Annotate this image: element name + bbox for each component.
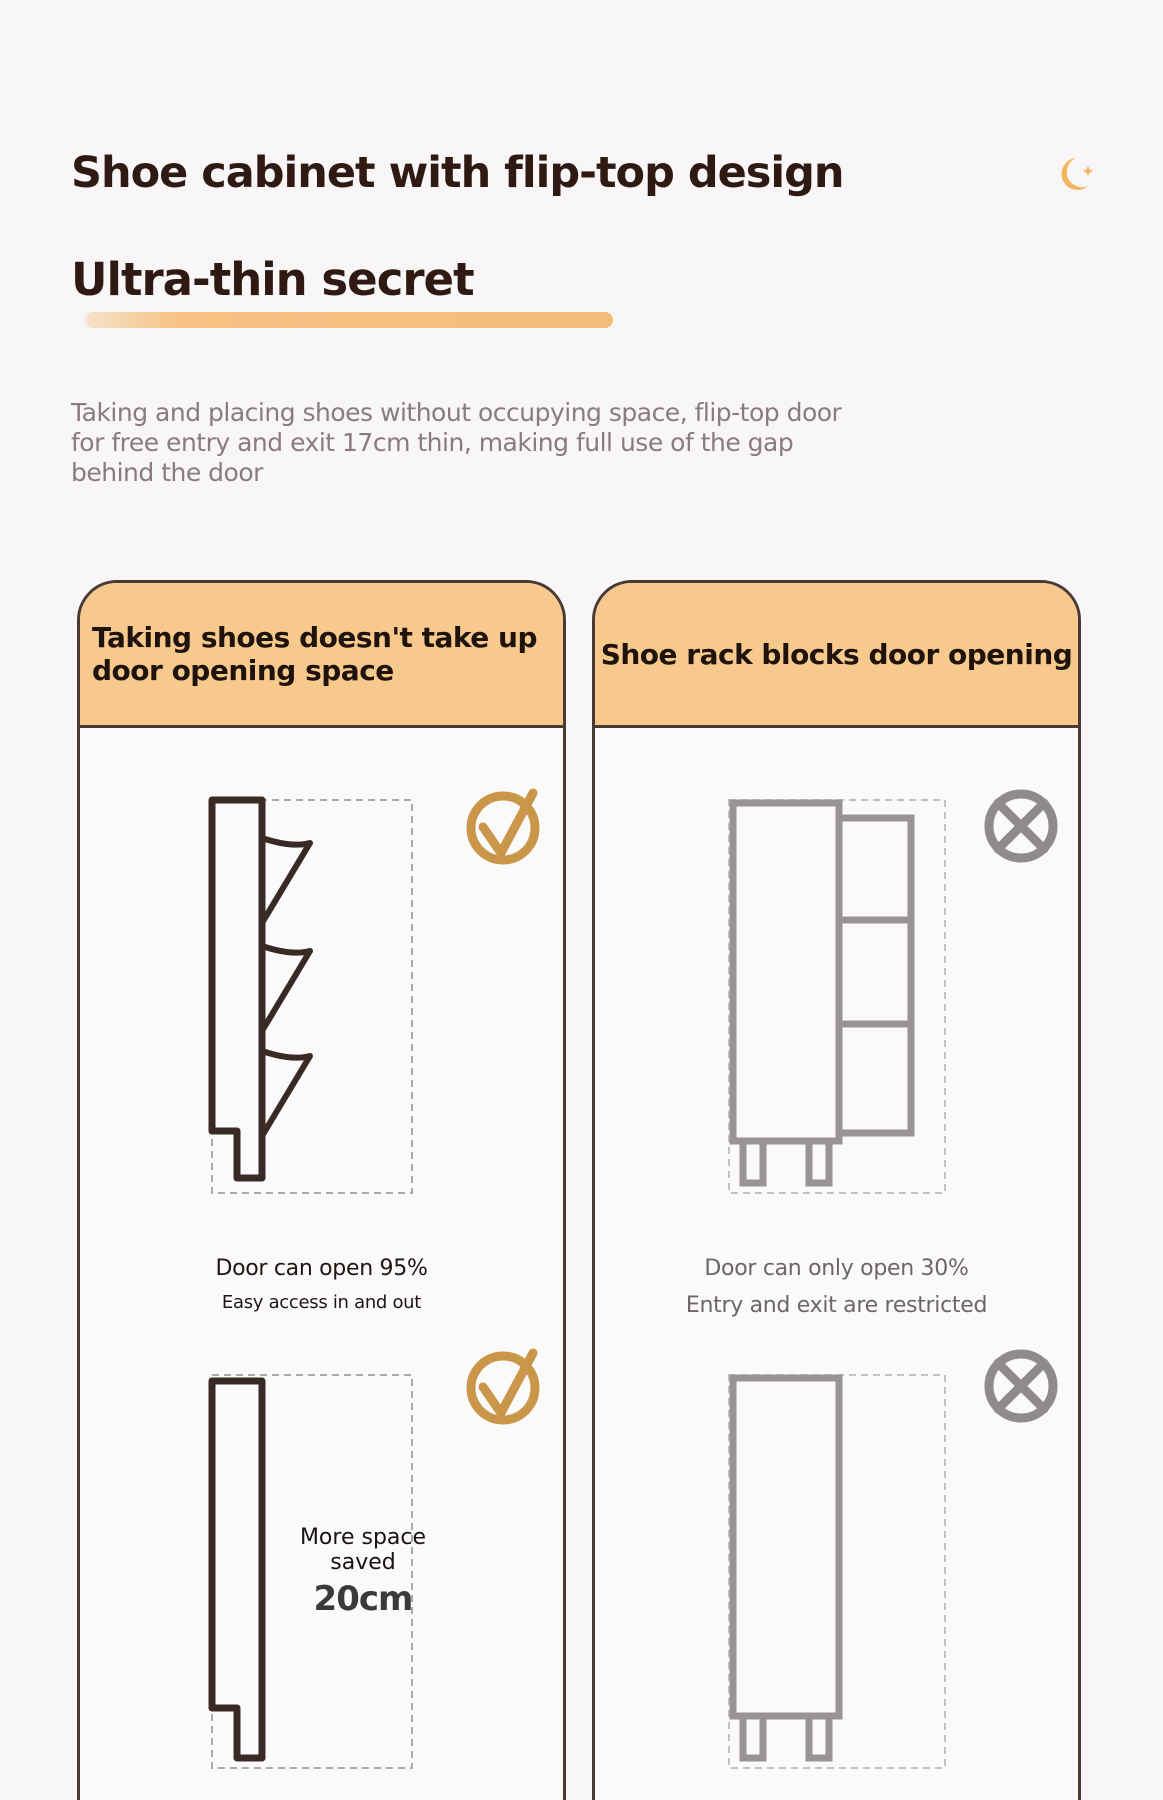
- shoe-rack-diagram: [725, 798, 955, 1203]
- tall-cabinet-diagram: [725, 1373, 955, 1773]
- panel-heading: Taking shoes doesn't take up door opening space: [92, 621, 538, 687]
- flip-top-cabinet-diagram: [190, 798, 420, 1203]
- section-subtitle: Ultra-thin secret: [71, 253, 474, 306]
- panel-heading: Shoe rack blocks door opening: [600, 638, 1073, 671]
- caption-door-open: Door can open 95%: [215, 1256, 428, 1281]
- caption-restriction: Entry and exit are restricted: [685, 1293, 988, 1318]
- subtitle-underline: [85, 312, 613, 328]
- comparison-panel-flip-top: [77, 580, 566, 1800]
- space-saved-value: 20cm: [313, 1579, 413, 1619]
- caption-access: Easy access in and out: [221, 1292, 422, 1313]
- caption-door-open: Door can only open 30%: [704, 1256, 969, 1281]
- comparison-panel-shoe-rack: [592, 580, 1081, 1800]
- cross-icon: [978, 1343, 1068, 1433]
- panel-header: [80, 583, 563, 728]
- cross-icon: [978, 783, 1068, 873]
- panel-header: [595, 583, 1078, 728]
- space-saved-label: More space saved: [299, 1525, 427, 1575]
- check-icon: [463, 783, 553, 873]
- page-title: Shoe cabinet with flip-top design: [71, 148, 844, 198]
- check-icon: [463, 1343, 553, 1433]
- moon-star-icon: [1048, 150, 1098, 200]
- description-text: Taking and placing shoes without occupying space, flip-top door for free entry and exit 17cm thin, making full use of the gap behind the door: [71, 398, 842, 487]
